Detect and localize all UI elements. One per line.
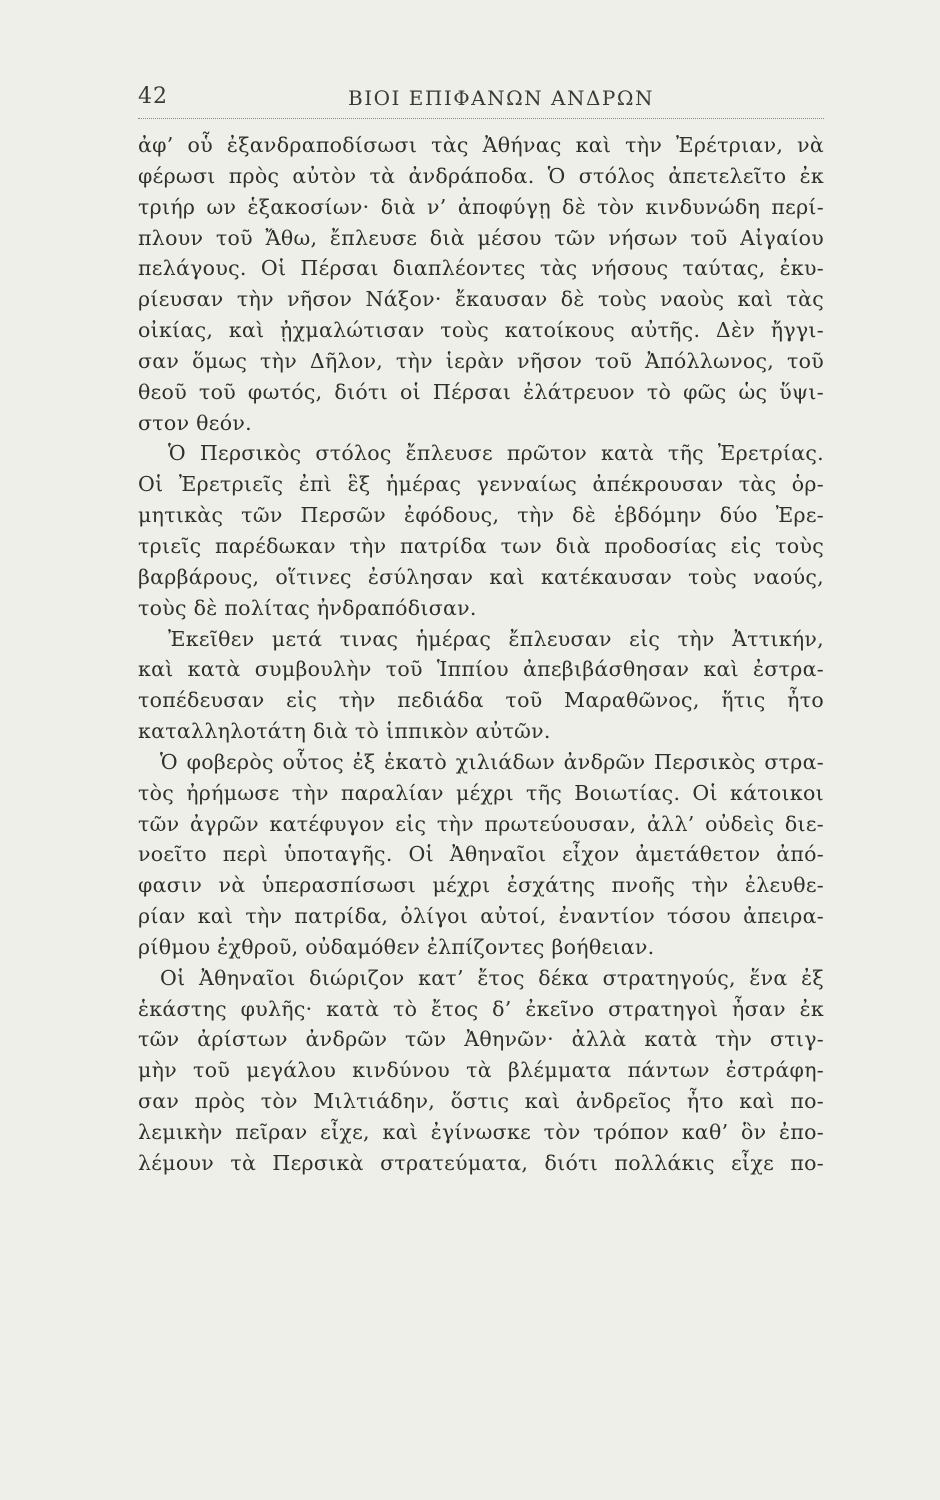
- text-line: Οἱ Ἀθηναῖοι διώριζον κατ’ ἔτος δέκα στρατηγούς, ἕνα ἐξ: [160, 965, 824, 990]
- text-line: σαν ὅμως τὴν Δῆλον, τὴν ἱερὰν νῆσον τοῦ Ἀπόλλωνος, τοῦ: [138, 348, 824, 373]
- running-head: [138, 84, 824, 114]
- text-line: λεμικὴν πεῖραν εἶχε, καὶ ἐγίνωσκε τὸν τρόπον καθ’ ὃν ἐπο-: [138, 1120, 824, 1144]
- text-line: τῶν ἀγρῶν κατέφυγον εἰς τὴν πρωτεύουσαν, ἀλλ’ οὐδεὶς διε-: [138, 811, 824, 836]
- text-line: ρίευσαν τὴν νῆσον Νάξον· ἔκαυσαν δὲ τοὺς ναοὺς καὶ τὰς: [138, 287, 824, 312]
- text-line: μητικὰς τῶν Περσῶν ἐφόδους, τὴν δὲ ἑβδόμην δύο Ἐρε-: [138, 503, 824, 528]
- text-line: λέμουν τὰ Περσικὰ στρατεύματα, διότι πολλάκις εἶχε πο-: [138, 1150, 824, 1175]
- text-line: πελάγους. Οἱ Πέρσαι διαπλέοντες τὰς νήσους ταύτας, ἐκυ-: [138, 256, 824, 281]
- text-line: τριήρ ων ἑξακοσίων· διὰ ν’ ἀποφύγῃ δὲ τὸν κινδυνώδη περί-: [138, 194, 824, 219]
- text-line: ρίαν καὶ τὴν πατρίδα, ὀλίγοι αὐτοί, ἐναντίον τόσου ἀπειρα-: [138, 904, 824, 929]
- text-line: μὴν τοῦ μεγάλου κινδύνου τὰ βλέμματα πάντων ἐστράφη-: [138, 1058, 824, 1083]
- header-rule: [138, 118, 824, 119]
- text-line: Ὁ Περσικὸς στόλος ἔπλευσε πρῶτον κατὰ τῆς Ἐρετρίας.: [168, 441, 824, 466]
- text-line: στον θεόν.: [138, 410, 252, 435]
- text-line: καταλληλοτάτη διὰ τὸ ἱππικὸν αὐτῶν.: [138, 719, 551, 744]
- text-line: τὸς ἠρήμωσε τὴν παραλίαν μέχρι τῆς Βοιωτίας. Οἱ κάτοικοι: [138, 780, 824, 805]
- text-line: ἑκάστης φυλῆς· κατὰ τὸ ἔτος δ’ ἐκεῖνο στρατηγοὶ ἦσαν ἐκ: [138, 996, 824, 1021]
- text-line: τοπέδευσαν εἰς τὴν πεδιάδα τοῦ Μαραθῶνος, ἥτις ἦτο: [138, 688, 824, 713]
- text-line: θεοῦ τοῦ φωτός, διότι οἱ Πέρσαι ἐλάτρευον τὸ φῶς ὡς ὕψι-: [138, 379, 824, 404]
- text-line: ρίθμου ἐχθροῦ, οὐδαμόθεν ἐλπίζοντες βοήθειαν.: [138, 934, 655, 959]
- text-line: οἰκίας, καὶ ᾐχμαλώτισαν τοὺς κατοίκους αὐτῆς. Δὲν ἤγγι-: [138, 318, 824, 343]
- text-line: νοεῖτο περὶ ὑποταγῆς. Οἱ Ἀθηναῖοι εἶχον ἀμετάθετον ἀπό-: [138, 842, 824, 867]
- text-line: βαρβάρους, οἵτινες ἐσύλησαν καὶ κατέκαυσαν τοὺς ναούς,: [138, 564, 824, 589]
- text-line: Ἐκεῖθεν μετά τινας ἡμέρας ἔπλευσαν εἰς τὴν Ἀττικήν,: [168, 626, 824, 651]
- text-line: σαν πρὸς τὸν Μιλτιάδην, ὅστις καὶ ἀνδρεῖος ἦτο καὶ πο-: [138, 1089, 824, 1114]
- text-line: ἀφ’ οὗ ἐξανδραποδίσωσι τὰς Ἀθήνας καὶ τὴν Ἐρέτριαν, νὰ: [138, 133, 824, 157]
- page-number: 42: [138, 84, 168, 109]
- text-line: φασιν νὰ ὑπερασπίσωσι μέχρι ἐσχάτης πνοῆς τὴν ἐλευθε-: [138, 873, 824, 898]
- text-line: καὶ κατὰ συμβουλὴν τοῦ Ἱππίου ἀπεβιβάσθησαν καὶ ἐστρα-: [138, 657, 824, 682]
- body-text: [138, 130, 824, 1179]
- text-line: τριεῖς παρέδωκαν τὴν πατρίδα των διὰ προδοσίας εἰς τοὺς: [138, 533, 824, 558]
- running-title: ΒΙΟΙ ΕΠΙΦΑΝΩΝ ΑΝΔΡΩΝ: [348, 86, 654, 110]
- text-line: Οἱ Ἐρετριεῖς ἐπὶ ἓξ ἡμέρας γενναίως ἀπέκρουσαν τὰς ὁρ-: [138, 472, 824, 497]
- text-line: πλουν τοῦ Ἄθω, ἔπλευσε διὰ μέσου τῶν νήσων τοῦ Αἰγαίου: [138, 225, 824, 250]
- text-line: φέρωσι πρὸς αὐτὸν τὰ ἀνδράποδα. Ὁ στόλος ἀπετελεῖτο ἐκ: [138, 163, 824, 188]
- text-line: τοὺς δὲ πολίτας ἠνδραπόδισαν.: [138, 595, 477, 620]
- text-line: τῶν ἀρίστων ἀνδρῶν τῶν Ἀθηνῶν· ἀλλὰ κατὰ τὴν στιγ-: [138, 1027, 824, 1052]
- text-line: Ὁ φοβερὸς οὗτος ἐξ ἑκατὸ χιλιάδων ἀνδρῶν Περσικὸς στρα-: [160, 749, 824, 774]
